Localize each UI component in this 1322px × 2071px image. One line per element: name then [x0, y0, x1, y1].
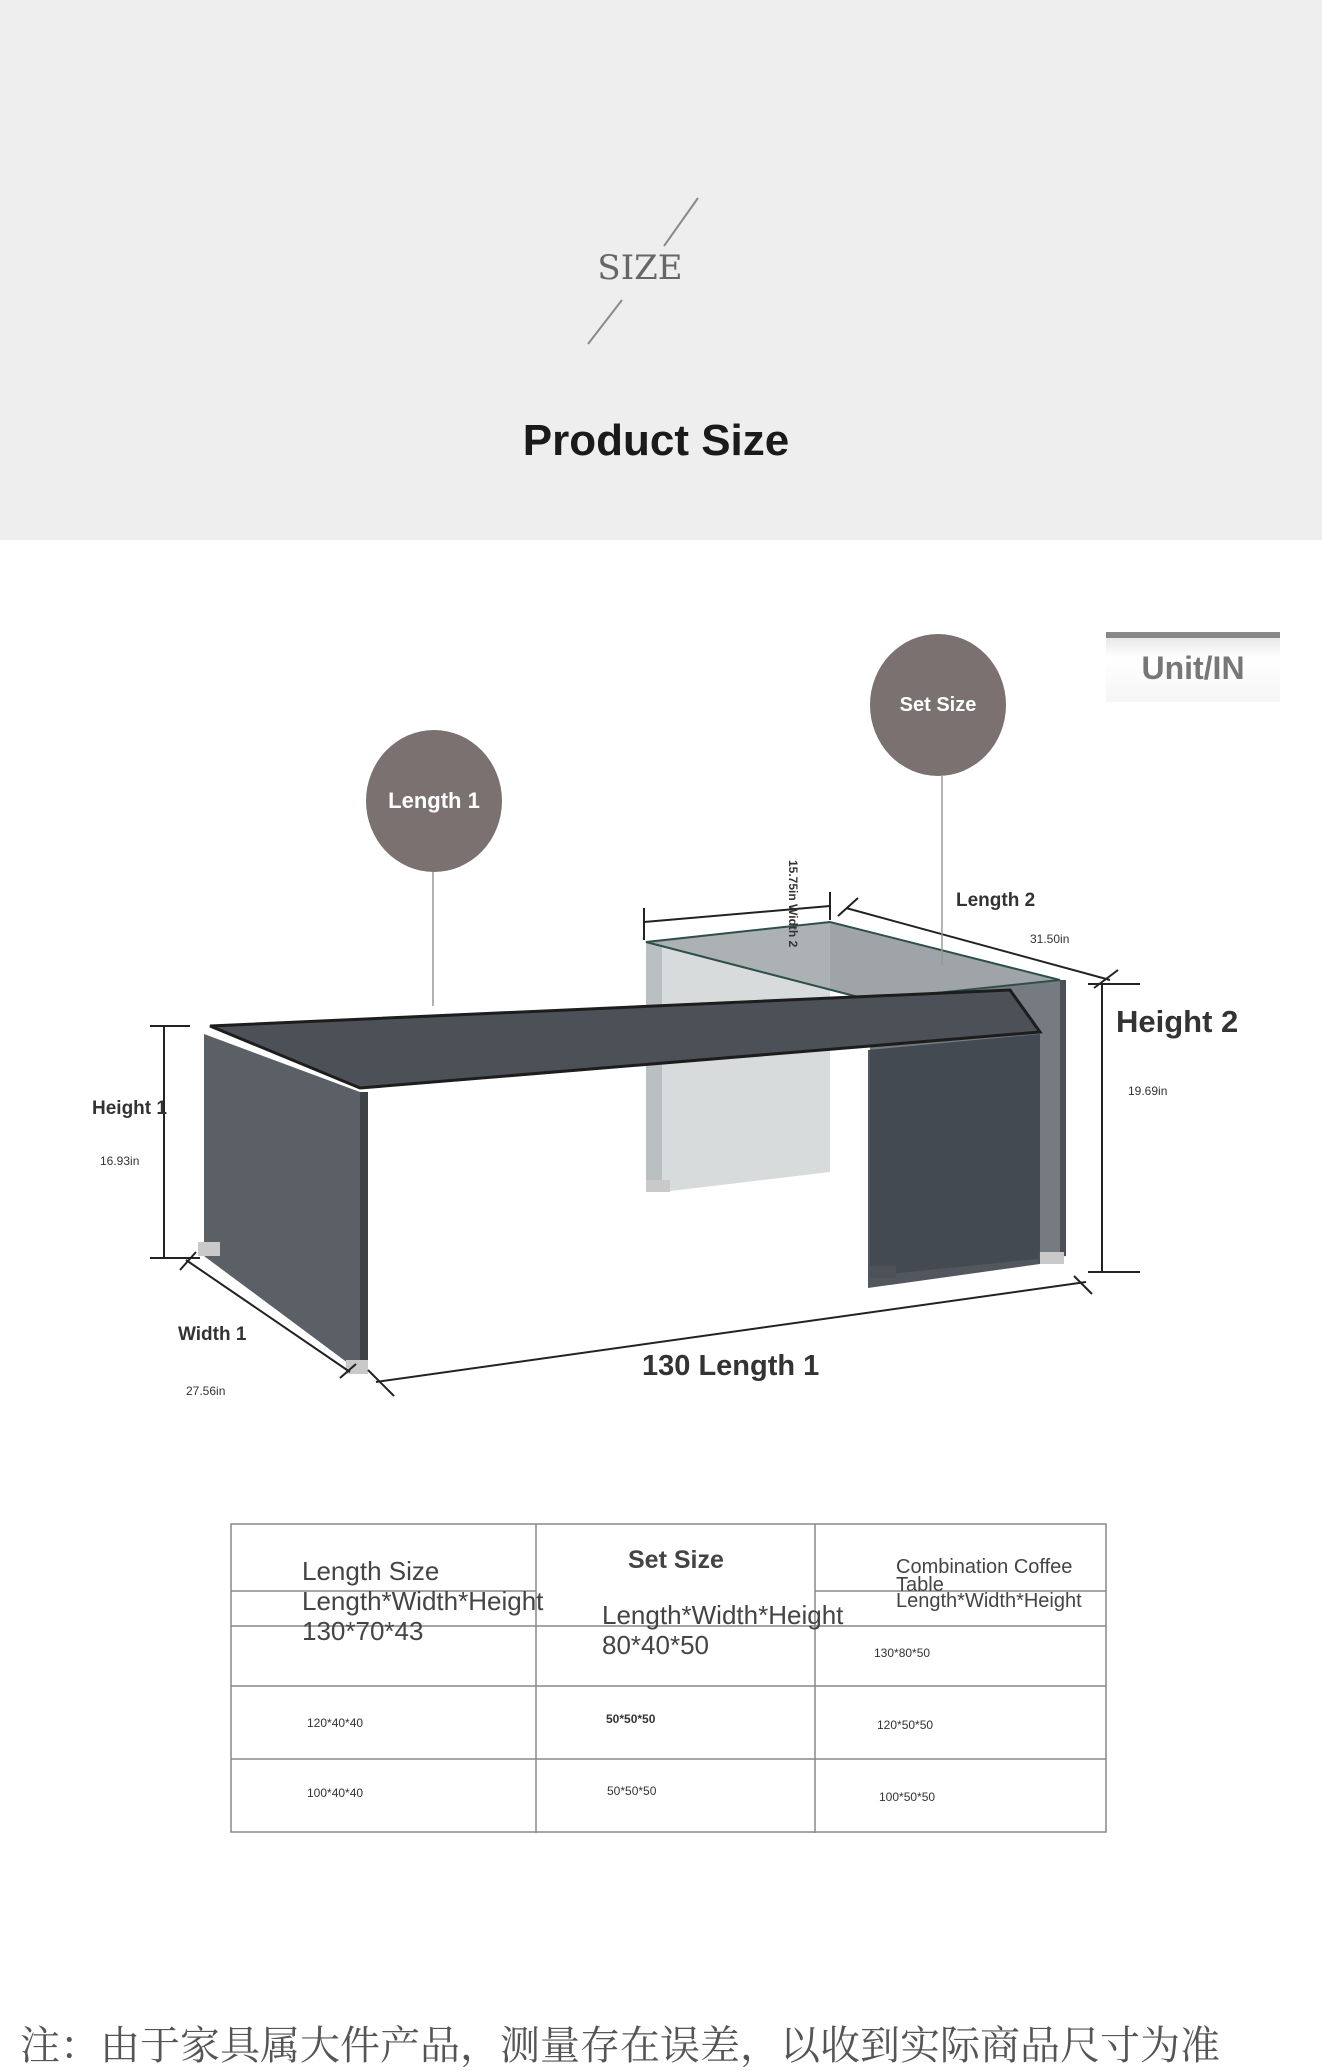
col3-header-title: Combination Coffee: [896, 1556, 1073, 1578]
col1-header-title: Length Size: [302, 1556, 440, 1586]
length1-bubble: Length 1: [366, 730, 502, 872]
col2-header-units: Length*Width*Height: [602, 1600, 844, 1630]
height1-label: Height 1: [92, 1098, 167, 1119]
length2-label: Length 2: [956, 890, 1036, 911]
col2-row2: 50*50*50: [607, 1784, 657, 1798]
footer-note: 注：由于家具属大件产品，测量存在误差，以收到实际商品尺寸为准: [20, 2023, 1220, 2069]
col3-row1: 120*50*50: [877, 1718, 934, 1732]
col2-header-value: 80*40*50: [602, 1630, 709, 1660]
height1-value: 16.93in: [100, 1154, 140, 1168]
col3-header-value: 130*80*50: [874, 1646, 931, 1660]
height2-label: Height 2: [1116, 1004, 1239, 1039]
length2-value: 31.50in: [1030, 932, 1070, 946]
width1-value: 27.56in: [186, 1384, 226, 1398]
set-size-bubble: Set Size: [870, 634, 1006, 776]
width1-label: Width 1: [178, 1324, 247, 1345]
col3-header-title-line2: Table: [896, 1574, 944, 1596]
col2-header-title: Set Size: [628, 1546, 724, 1574]
large-table-drawing: [198, 990, 1040, 1374]
page-title: Product Size: [522, 416, 790, 465]
width2-label: 15.75in Width 2: [786, 860, 800, 948]
size-word: SIZE: [597, 248, 683, 288]
col1-row2: 100*40*40: [307, 1786, 364, 1800]
col1-row1: 120*40*40: [307, 1716, 364, 1730]
col1-header-units: Length*Width*Height: [302, 1586, 544, 1616]
length1-bottom-label: 130 Length 1: [642, 1350, 820, 1382]
col1-header-value: 130*70*43: [302, 1616, 424, 1646]
col3-header-units: Length*Width*Height: [896, 1590, 1082, 1612]
height2-value: 19.69in: [1128, 1084, 1168, 1098]
unit-tag: Unit/IN: [1106, 632, 1280, 702]
col3-row2: 100*50*50: [879, 1790, 936, 1804]
col2-row1: 50*50*50: [606, 1712, 656, 1726]
